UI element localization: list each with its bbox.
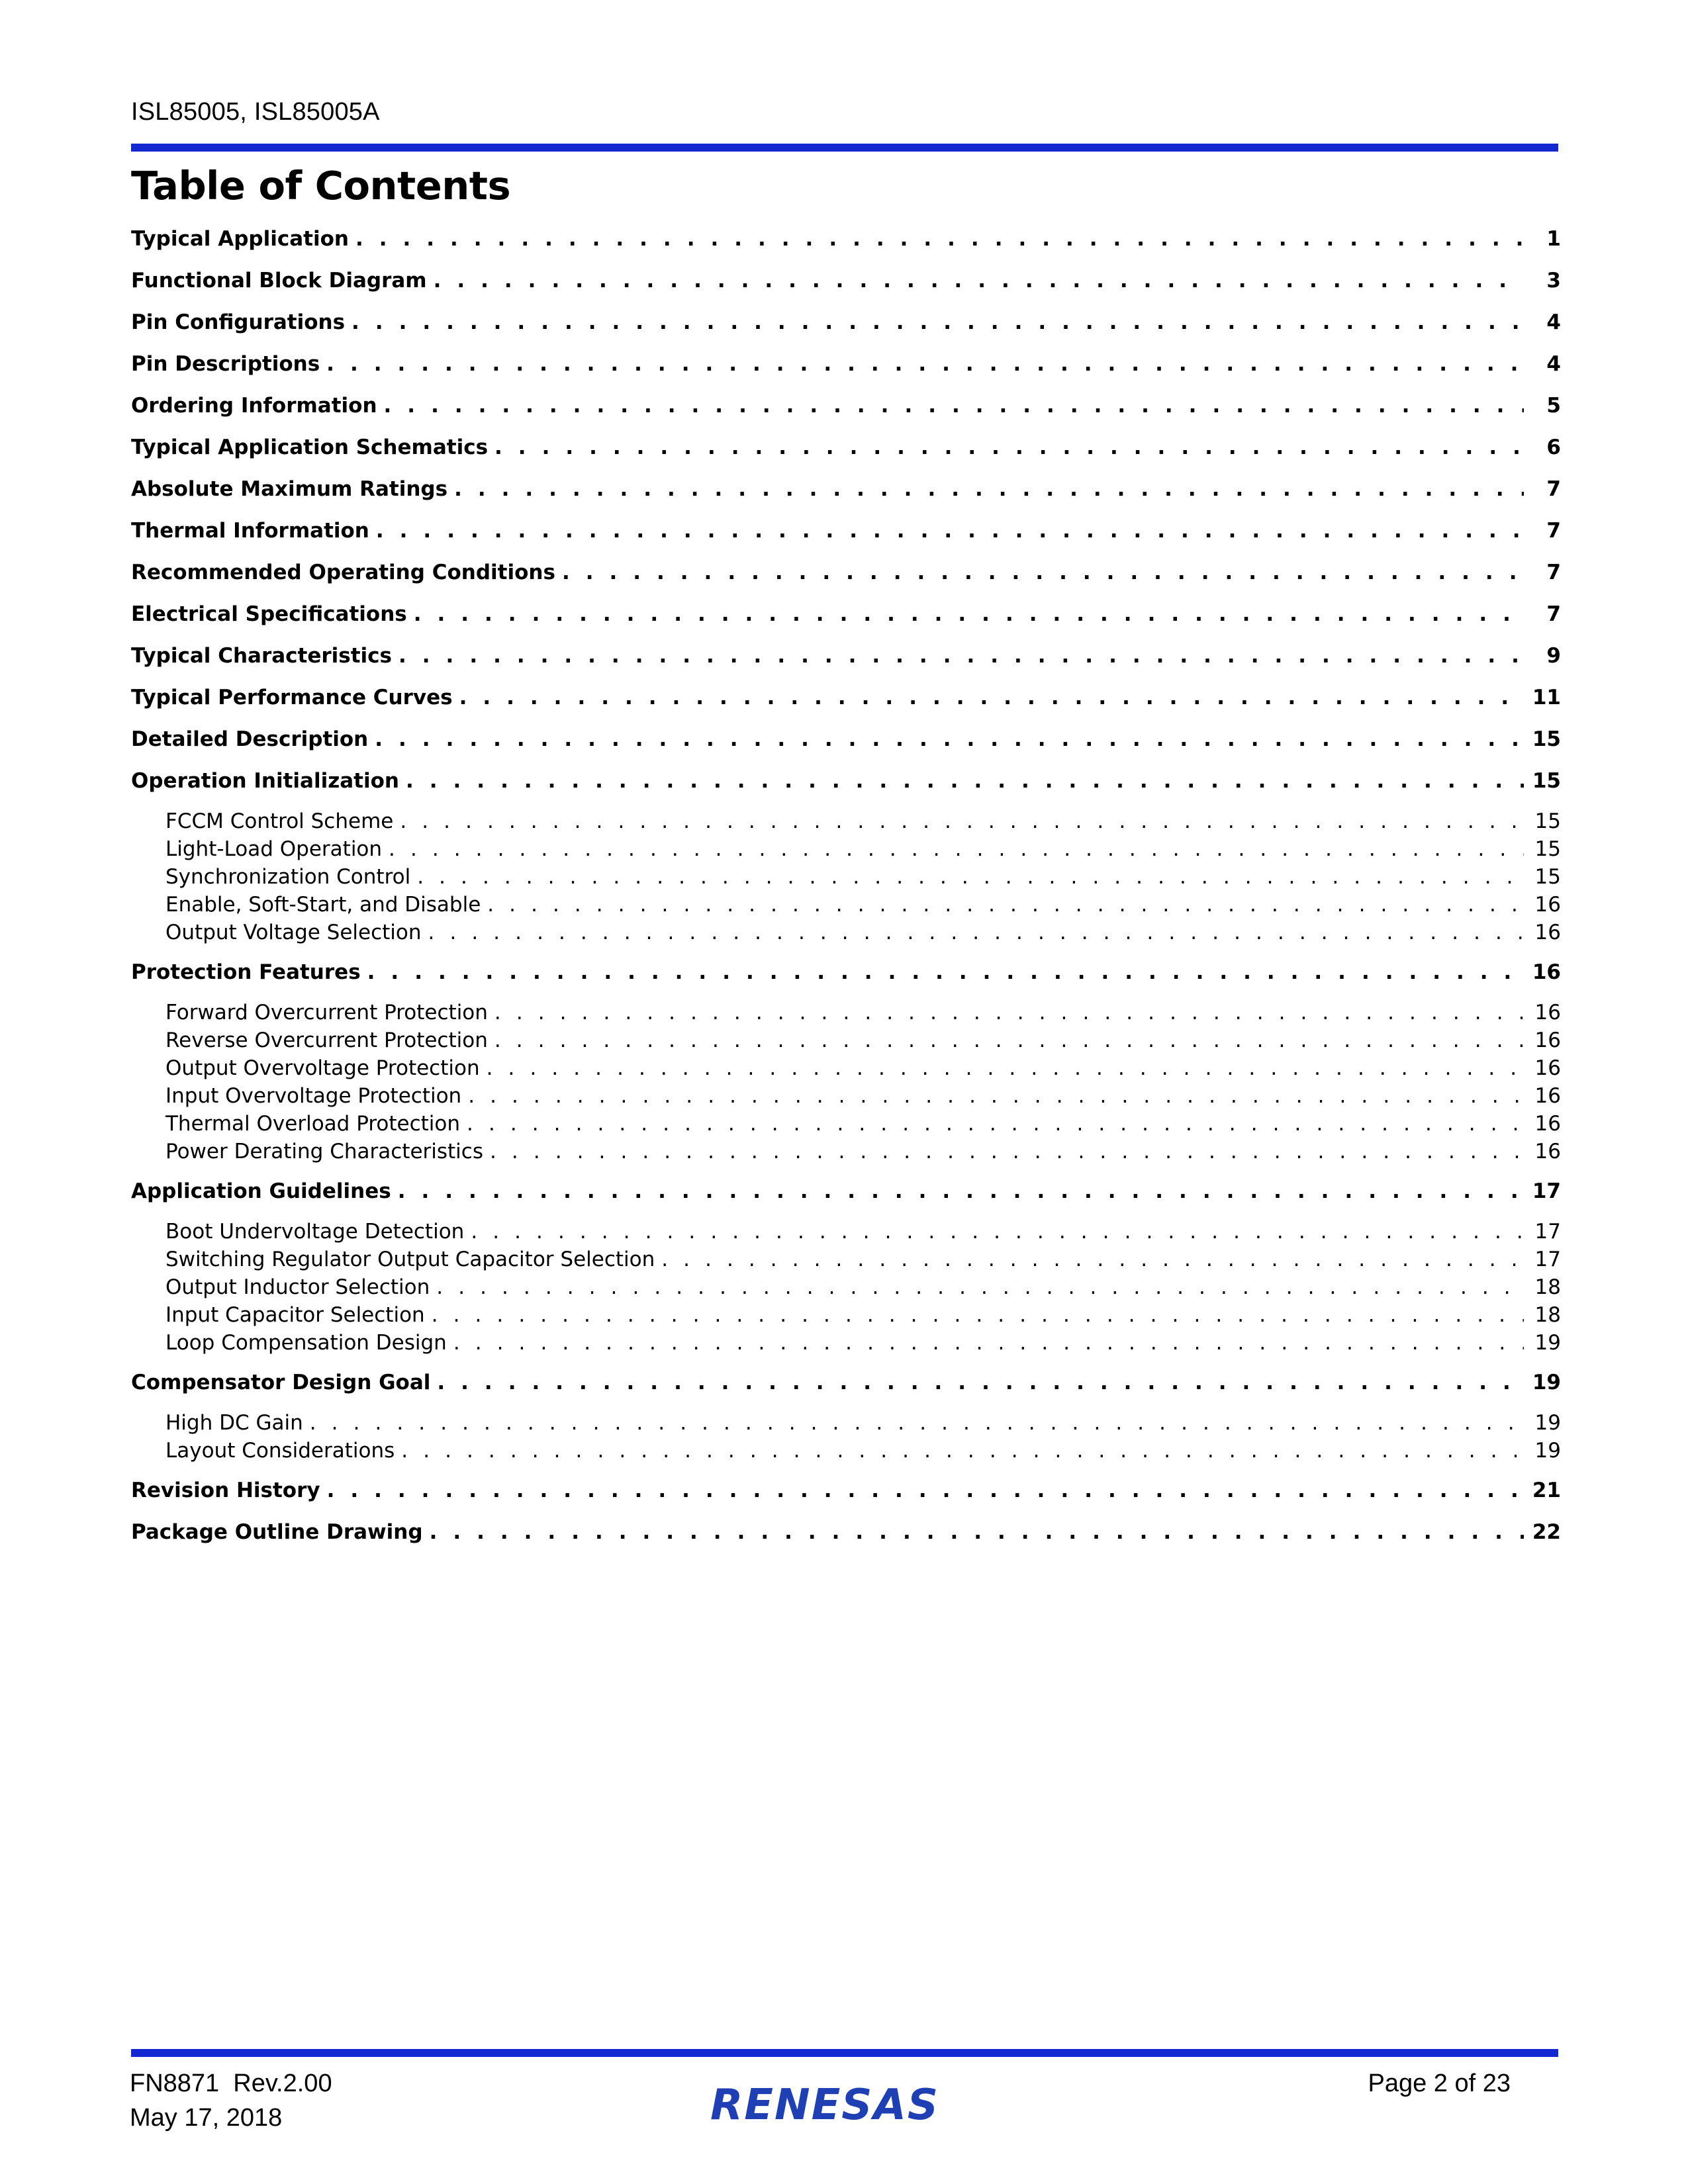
toc-leader-dots (417, 863, 1524, 891)
toc-entry-label: Light-Load Operation (165, 837, 383, 861)
toc-entry[interactable] (131, 343, 1561, 385)
toc-entry-page: 17 (1534, 1248, 1561, 1271)
toc-leader-dots (490, 1138, 1524, 1165)
toc-entry-page: 5 (1546, 394, 1561, 418)
toc-entry-label: Operation Initialization (131, 769, 399, 793)
toc-entry-page: 18 (1534, 1275, 1561, 1299)
toc-entry-label: Enable, Soft-Start, and Disable (165, 893, 481, 917)
renesas-logo (686, 2078, 964, 2128)
toc-leader-dots (562, 552, 1524, 594)
toc-entry-page: 22 (1532, 1520, 1561, 1544)
toc-entry-page: 21 (1532, 1479, 1561, 1502)
toc-leader-dots (434, 260, 1524, 302)
toc-leader-dots (406, 760, 1524, 802)
toc-entry[interactable] (131, 385, 1561, 427)
toc-entry-label: Forward Overcurrent Protection (165, 1001, 488, 1024)
toc-entry-label: Power Derating Characteristics (165, 1140, 483, 1163)
toc-leader-dots (467, 1110, 1524, 1138)
toc-entry-label: Typical Characteristics (131, 644, 393, 668)
toc-entry-page: 16 (1534, 1112, 1561, 1136)
doc-number: FN8871 Rev.2.00 (130, 2070, 332, 2097)
toc-entry[interactable] (131, 1512, 1561, 1553)
toc-entry[interactable] (131, 891, 1561, 919)
toc-entry[interactable] (131, 218, 1561, 260)
toc-leader-dots (459, 677, 1524, 719)
toc-entry-label: Output Voltage Selection (165, 921, 422, 944)
toc-entry-page: 7 (1546, 519, 1561, 543)
toc-entry-page: 16 (1534, 1028, 1561, 1052)
toc-entry-label: Ordering Information (131, 394, 377, 418)
toc-entry-page: 15 (1534, 809, 1561, 833)
toc-entry[interactable] (131, 999, 1561, 1026)
toc-leader-dots (487, 891, 1524, 919)
toc-leader-dots (432, 1301, 1524, 1329)
toc-entry-page: 19 (1534, 1331, 1561, 1355)
toc-entry-label: Typical Application (131, 227, 349, 251)
toc-entry[interactable] (131, 1110, 1561, 1138)
toc-title: Table of Contents (131, 163, 511, 208)
toc-entry-label: Thermal Overload Protection (165, 1112, 461, 1136)
toc-entry-label: Compensator Design Goal (131, 1371, 431, 1394)
toc-entry[interactable] (131, 807, 1561, 835)
toc-entry-label: Protection Features (131, 960, 361, 984)
toc-entry[interactable] (131, 1138, 1561, 1165)
toc-entry-page: 4 (1546, 310, 1561, 334)
toc-entry-page: 11 (1532, 686, 1561, 709)
toc-entry[interactable] (131, 1329, 1561, 1357)
toc-entry[interactable] (131, 1301, 1561, 1329)
toc-entry-label: Switching Regulator Output Capacitor Selection (165, 1248, 655, 1271)
toc-entry[interactable] (131, 552, 1561, 594)
toc-entry-page: 7 (1546, 477, 1561, 501)
toc-leader-dots (400, 807, 1524, 835)
toc-entry[interactable] (131, 835, 1561, 863)
toc-entry-page: 16 (1534, 1084, 1561, 1108)
toc-entry-label: Package Outline Drawing (131, 1520, 423, 1544)
toc-entry-label: Loop Compensation Design (165, 1331, 447, 1355)
toc-entry-label: Output Overvoltage Protection (165, 1056, 480, 1080)
toc-entry[interactable] (131, 1218, 1561, 1246)
toc-entry[interactable] (131, 952, 1561, 993)
toc-entry-page: 1 (1546, 227, 1561, 251)
toc-entry[interactable] (131, 469, 1561, 510)
toc-entry-label: Recommended Operating Conditions (131, 561, 555, 584)
toc-entry-page: 16 (1532, 960, 1561, 984)
toc-entry[interactable] (131, 1054, 1561, 1082)
toc-entry-label: Synchronization Control (165, 865, 411, 889)
toc-leader-dots (389, 835, 1524, 863)
toc-leader-dots (487, 1054, 1524, 1082)
toc-entry[interactable] (131, 760, 1561, 802)
toc-entry[interactable] (131, 260, 1561, 302)
toc-entry-label: Layout Considerations (165, 1439, 395, 1463)
toc-leader-dots (375, 719, 1524, 760)
footer-rule (131, 2049, 1558, 2057)
toc-entry-page: 19 (1532, 1371, 1561, 1394)
toc-entry[interactable] (131, 510, 1561, 552)
toc-entry-page: 15 (1532, 769, 1561, 793)
toc-entry[interactable] (131, 1082, 1561, 1110)
toc-leader-dots (494, 1026, 1524, 1054)
toc-entry-label: Input Overvoltage Protection (165, 1084, 462, 1108)
toc-leader-dots (468, 1082, 1524, 1110)
toc-entry[interactable] (131, 1409, 1561, 1437)
toc-entry-page: 17 (1534, 1220, 1561, 1244)
toc-entry[interactable] (131, 635, 1561, 677)
table-of-contents (131, 218, 1561, 1553)
toc-entry-label: Boot Undervoltage Detection (165, 1220, 465, 1244)
toc-leader-dots (399, 635, 1524, 677)
toc-entry-page: 16 (1534, 1001, 1561, 1024)
toc-entry-label: Application Guidelines (131, 1179, 391, 1203)
toc-entry-page: 7 (1546, 602, 1561, 626)
toc-leader-dots (401, 1437, 1524, 1465)
toc-entry-label: Pin Descriptions (131, 352, 320, 376)
toc-leader-dots (471, 1218, 1524, 1246)
toc-entry-page: 19 (1534, 1411, 1561, 1435)
toc-entry[interactable] (131, 863, 1561, 891)
toc-leader-dots (494, 427, 1524, 469)
toc-leader-dots (367, 952, 1524, 993)
toc-entry-page: 19 (1534, 1439, 1561, 1463)
toc-entry[interactable] (131, 1273, 1561, 1301)
toc-entry-label: Revision History (131, 1479, 320, 1502)
toc-entry-page: 16 (1534, 893, 1561, 917)
toc-entry[interactable] (131, 677, 1561, 719)
toc-entry-page: 18 (1534, 1303, 1561, 1327)
toc-entry[interactable] (131, 594, 1561, 635)
toc-entry-label: Input Capacitor Selection (165, 1303, 425, 1327)
toc-entry-page: 16 (1534, 1140, 1561, 1163)
toc-leader-dots (376, 510, 1524, 552)
toc-leader-dots (494, 999, 1524, 1026)
toc-leader-dots (436, 1273, 1524, 1301)
toc-entry[interactable] (131, 1362, 1561, 1404)
renesas-logo-text: RENESAS (710, 2081, 939, 2128)
toc-entry-label: Typical Application Schematics (131, 435, 489, 459)
toc-leader-dots (453, 1329, 1524, 1357)
toc-leader-dots (414, 594, 1524, 635)
toc-entry[interactable] (131, 1246, 1561, 1273)
footer-left (130, 2066, 332, 2135)
toc-entry-label: Thermal Information (131, 519, 369, 543)
toc-entry[interactable] (131, 1171, 1561, 1212)
toc-entry-page: 17 (1532, 1179, 1561, 1203)
toc-entry[interactable] (131, 1026, 1561, 1054)
toc-entry-page: 15 (1534, 865, 1561, 889)
toc-entry-label: Reverse Overcurrent Protection (165, 1028, 488, 1052)
toc-entry-page: 4 (1546, 352, 1561, 376)
toc-entry-page: 7 (1546, 561, 1561, 584)
toc-entry-page: 3 (1546, 269, 1561, 293)
toc-leader-dots (428, 919, 1524, 946)
toc-leader-dots (437, 1362, 1524, 1404)
toc-entry[interactable] (131, 1470, 1561, 1512)
toc-entry-page: 15 (1534, 837, 1561, 861)
toc-entry-label: Electrical Specifications (131, 602, 407, 626)
toc-entry-label: Pin Configurations (131, 310, 346, 334)
toc-leader-dots (430, 1512, 1524, 1553)
header-rule (131, 144, 1558, 152)
toc-entry-label: Output Inductor Selection (165, 1275, 430, 1299)
toc-leader-dots (355, 218, 1524, 260)
doc-date: May 17, 2018 (130, 2104, 283, 2132)
toc-entry-label: Typical Performance Curves (131, 686, 453, 709)
toc-leader-dots (326, 343, 1524, 385)
toc-entry[interactable] (131, 1437, 1561, 1465)
toc-leader-dots (661, 1246, 1524, 1273)
toc-leader-dots (310, 1409, 1524, 1437)
toc-leader-dots (398, 1171, 1524, 1212)
toc-leader-dots (352, 302, 1524, 343)
toc-leader-dots (327, 1470, 1524, 1512)
toc-entry-label: Functional Block Diagram (131, 269, 427, 293)
toc-entry-label: Detailed Description (131, 727, 369, 751)
toc-entry-label: High DC Gain (165, 1411, 303, 1435)
toc-entry-label: FCCM Control Scheme (165, 809, 394, 833)
document-header: ISL85005, ISL85005A (131, 98, 380, 126)
toc-entry-page: 16 (1534, 1056, 1561, 1080)
toc-entry[interactable] (131, 427, 1561, 469)
toc-entry-page: 6 (1546, 435, 1561, 459)
toc-entry[interactable] (131, 302, 1561, 343)
toc-leader-dots (454, 469, 1524, 510)
toc-entry-page: 9 (1546, 644, 1561, 668)
toc-leader-dots (384, 385, 1524, 427)
toc-entry[interactable] (131, 919, 1561, 946)
toc-entry[interactable] (131, 719, 1561, 760)
toc-entry-label: Absolute Maximum Ratings (131, 477, 448, 501)
toc-entry-page: 16 (1534, 921, 1561, 944)
page-number: Page 2 of 23 (1368, 2070, 1511, 2097)
toc-entry-page: 15 (1532, 727, 1561, 751)
